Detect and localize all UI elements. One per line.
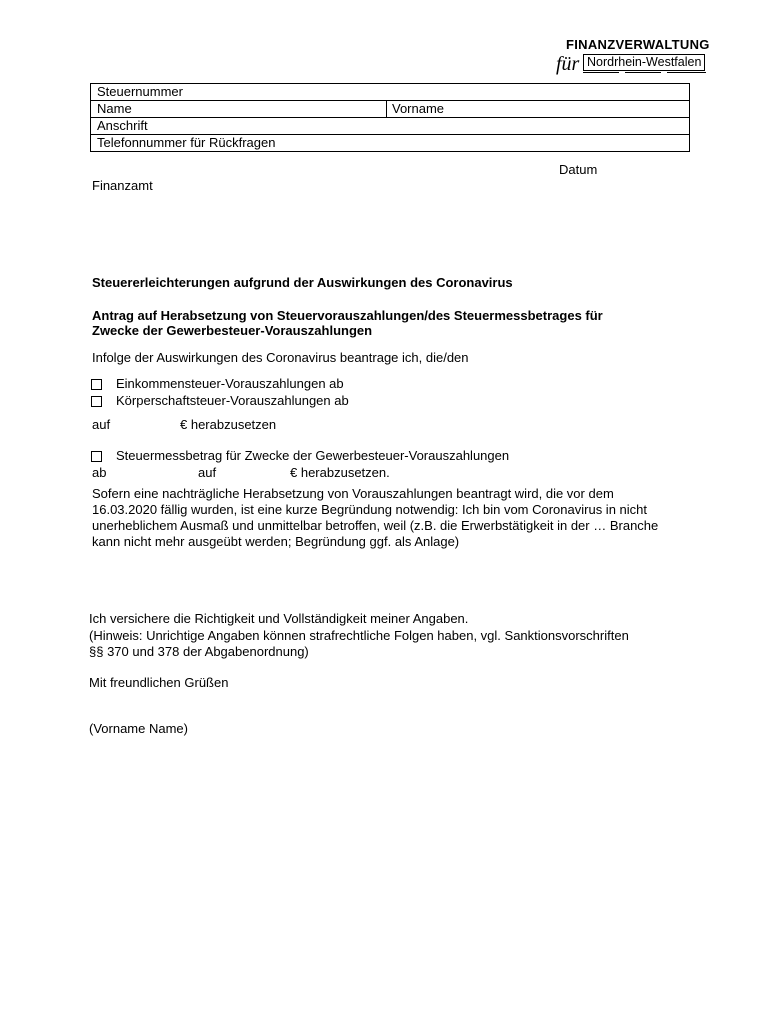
datum-label: Datum (559, 162, 598, 177)
herabzusetzen-label: € herabzusetzen. (290, 465, 390, 480)
header-table (90, 83, 690, 152)
hinweis-line: (Hinweis: Unrichtige Angaben können strafrechtliche Folgen haben, vgl. Sanktionsvorschriften (89, 628, 629, 643)
ab-label: ab (92, 465, 107, 480)
column-divider (386, 101, 387, 117)
logo-fuer: für (556, 53, 580, 75)
finanzamt-label: Finanzamt (92, 178, 153, 193)
steuernummer-label: Steuernummer (97, 84, 183, 99)
signature-label: (Vorname Name) (89, 721, 188, 736)
subheading-line: Zwecke der Gewerbesteuer-Vorauszahlungen (92, 323, 373, 338)
option-koerperschaftsteuer: Körperschaftsteuer-Vorauszahlungen ab (116, 393, 349, 408)
page-title: Steuererleichterungen aufgrund der Auswirkungen des Coronavirus (92, 275, 513, 290)
checkbox-gewerbesteuer[interactable] (91, 451, 102, 462)
hinweis-line: §§ 370 und 378 der Abgabenordnung) (89, 644, 309, 659)
herabzusetzen-label: € herabzusetzen (180, 417, 277, 432)
logo-line (583, 72, 619, 73)
auf-label: auf (198, 465, 217, 480)
table-row-steuernummer[interactable] (91, 84, 689, 100)
versicherung-text: Ich versichere die Richtigkeit und Vollständigkeit meiner Angaben. (89, 611, 469, 626)
intro-text: Infolge der Auswirkungen des Coronavirus beantrage ich, die/den (92, 350, 469, 365)
name-label: Name (97, 101, 132, 116)
subheading-line: Antrag auf Herabsetzung von Steuervorauszahlungen/des Steuermessbetrages für (92, 308, 603, 323)
checkbox-koerperschaftsteuer[interactable] (91, 396, 102, 407)
telefon-label: Telefonnummer für Rückfragen (97, 135, 276, 150)
logo-title: FINANZVERWALTUNG (566, 37, 710, 52)
option-gewerbesteuer: Steuermessbetrag für Zwecke der Gewerbesteuer-Vorauszahlungen (116, 448, 510, 463)
anschrift-label: Anschrift (97, 118, 148, 133)
auf-label: auf (92, 417, 111, 432)
logo-line (667, 72, 706, 73)
closing-text: Mit freundlichen Grüßen (89, 675, 229, 690)
paragraph-line: kann nicht mehr ausgeübt werden; Begründung ggf. als Anlage) (92, 534, 460, 549)
table-row-anschrift[interactable] (91, 117, 689, 134)
table-row-telefon[interactable] (91, 134, 689, 151)
logo-subtitle: Nordrhein-Westfalen (583, 54, 705, 71)
paragraph-line: unerheblichem Ausmaß und unmittelbar betroffen, weil (z.B. die Erwerbstätigkeit in der … Branche (92, 518, 659, 533)
table-row-name[interactable] (91, 100, 689, 117)
option-einkommensteuer: Einkommensteuer-Vorauszahlungen ab (116, 376, 344, 391)
checkbox-einkommensteuer[interactable] (91, 379, 102, 390)
paragraph-line: 16.03.2020 fällig wurden, ist eine kurze Begründung notwendig: Ich bin vom Coronavirus in nicht (92, 502, 648, 517)
paragraph-line: Sofern eine nachträgliche Herabsetzung von Vorauszahlungen beantragt wird, die vor dem (92, 486, 614, 501)
vorname-label: Vorname (392, 101, 445, 116)
logo-line (625, 72, 661, 73)
